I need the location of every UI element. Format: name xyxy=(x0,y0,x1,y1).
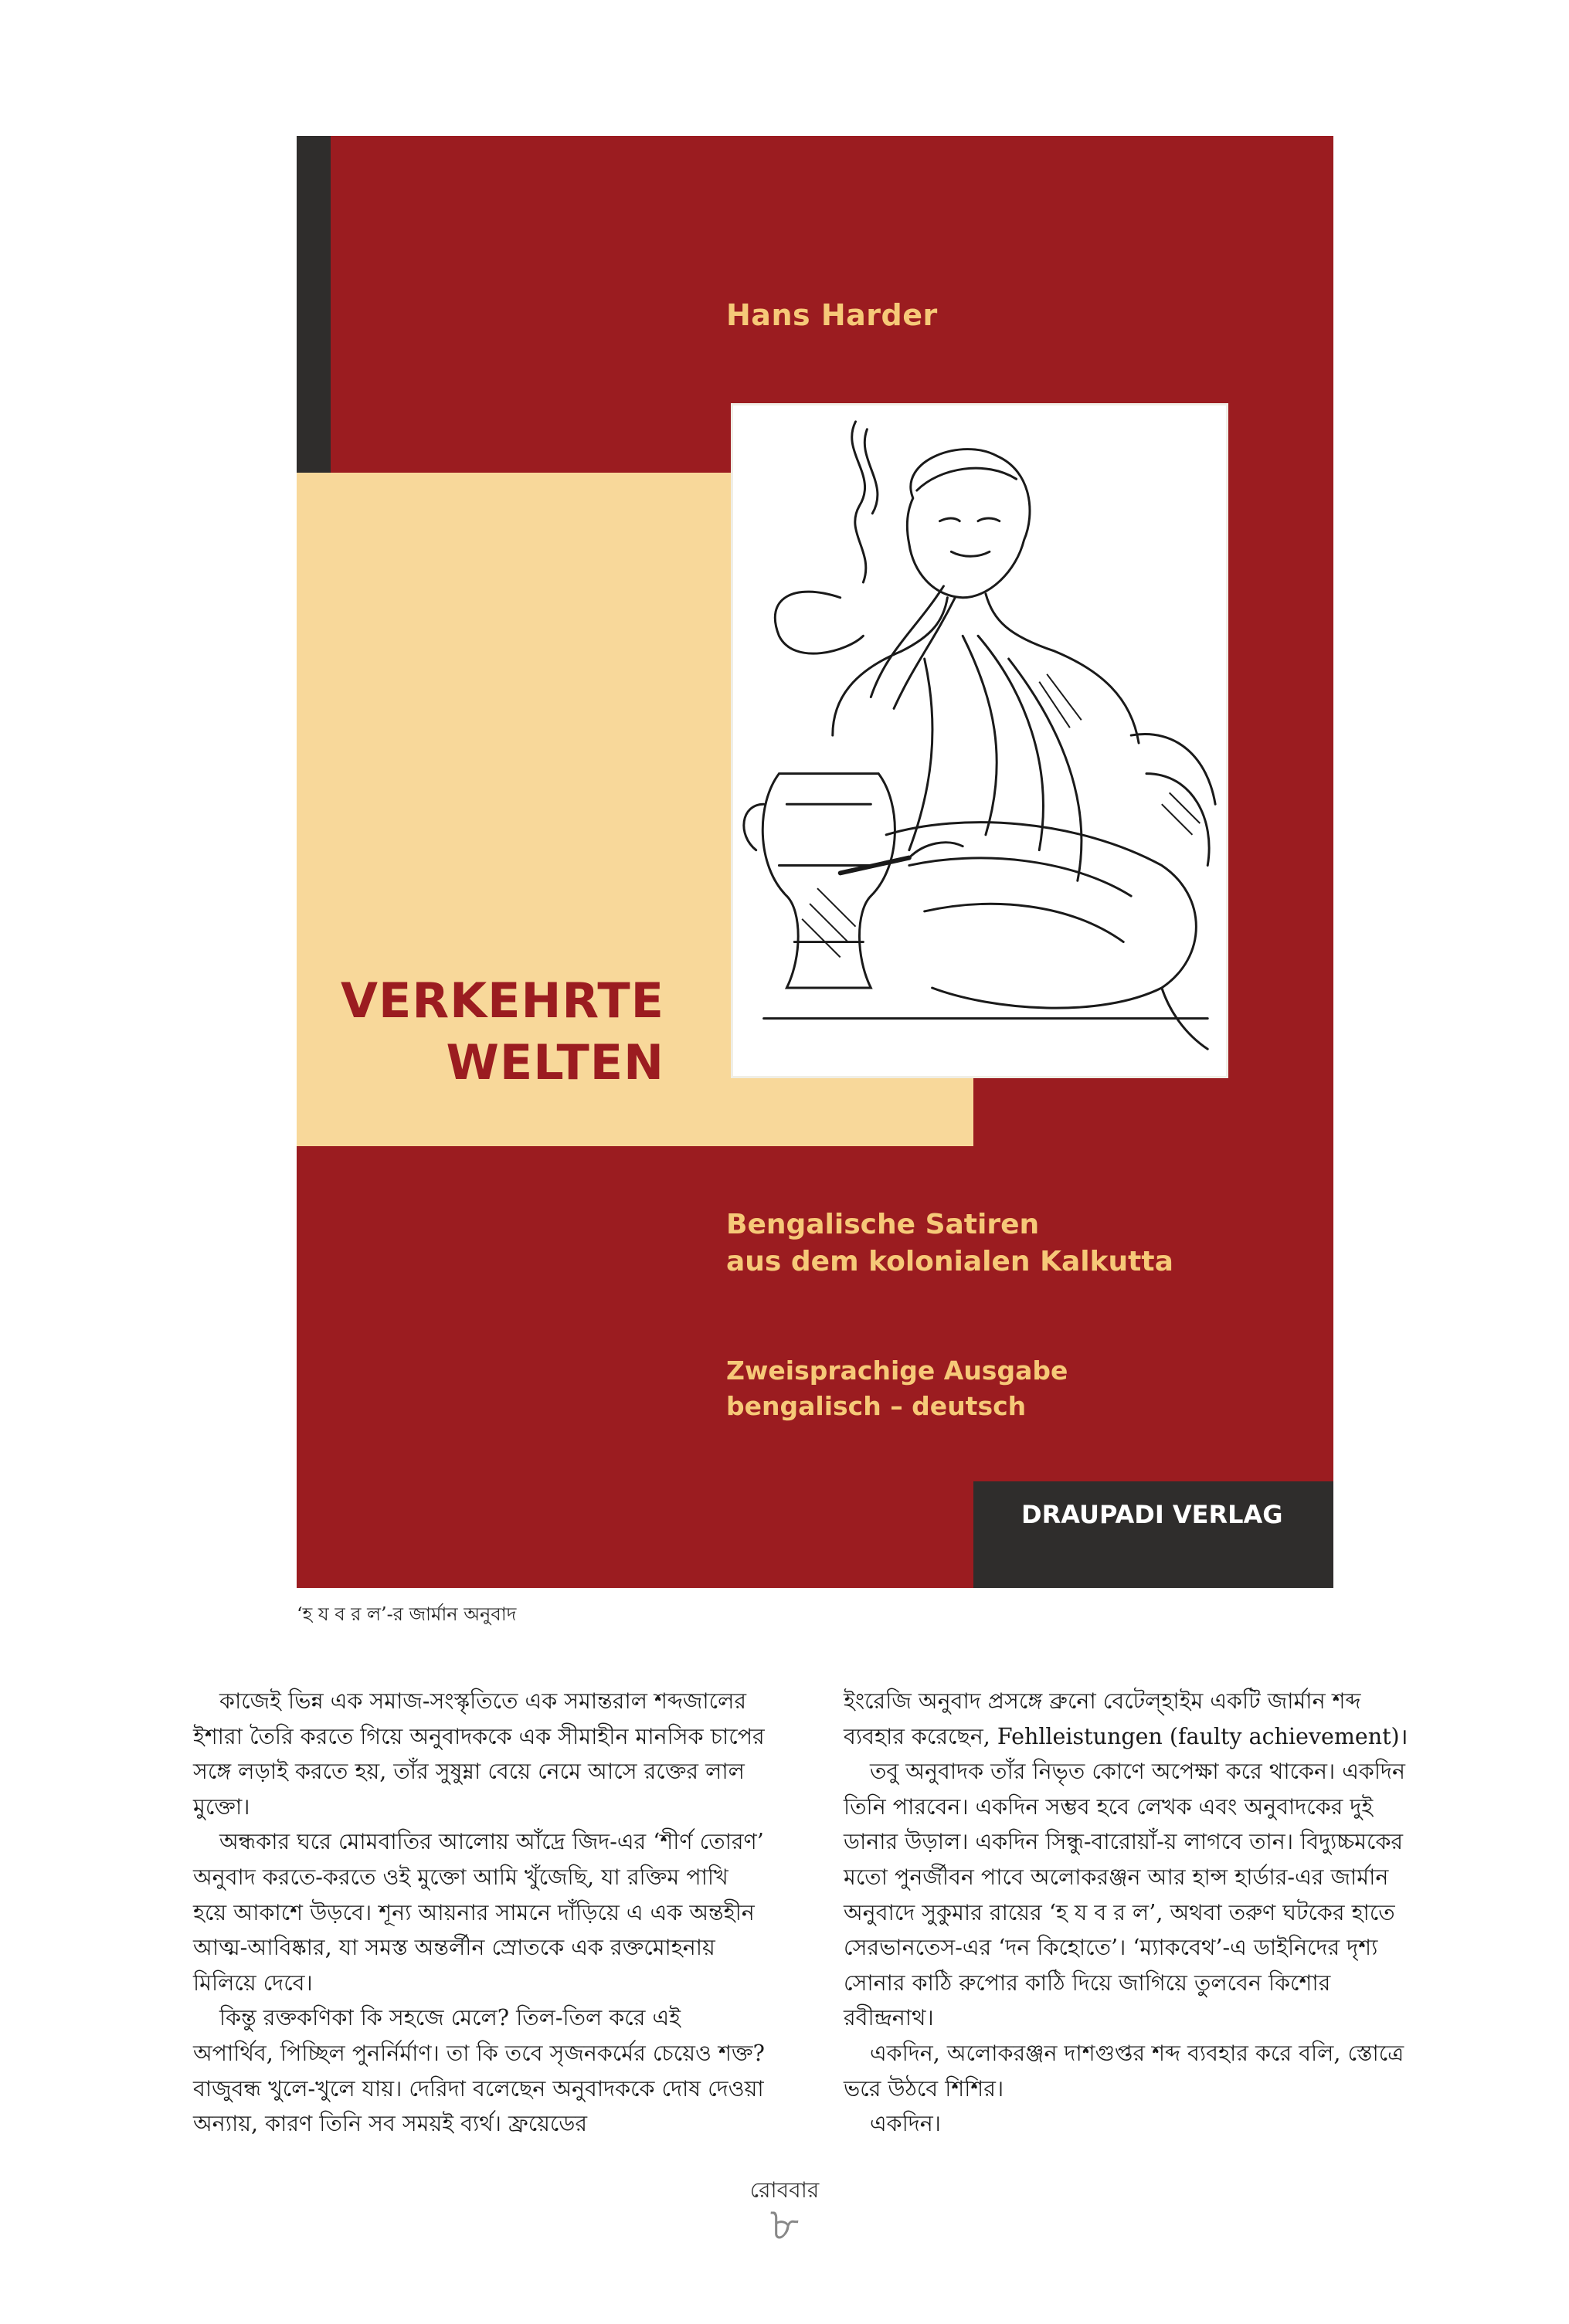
cover-publisher: DRAUPADI VERLAG xyxy=(1021,1500,1283,1529)
article-left-column xyxy=(193,1684,766,2142)
cover-title-line2: WELTEN xyxy=(446,1034,664,1091)
cover-title xyxy=(341,970,664,1094)
article-right-column xyxy=(844,1684,1417,2142)
paragraph: ইংরেজি অনুবাদ প্রসঙ্গে ব্রুনো বেটেল্‌হাইম একটি জার্মান শব্দ ব্যবহার করেছেন, Fehlleistungen (faulty achievement)। xyxy=(844,1688,1408,1749)
cover-edition-line1: Zweisprachige Ausgabe xyxy=(726,1355,1068,1386)
cover-illustration xyxy=(731,403,1228,1078)
paragraph: একদিন। xyxy=(870,2111,941,2137)
paragraph: কাজেই ভিন্ন এক সমাজ-সংস্কৃতিতে এক সমান্তরাল শব্দজালের ইশারা তৈরি করতে গিয়ে অনুবাদককে এক সীমাহীন মানসিক চাপের সঙ্গে লড়াই করতে হয়, তাঁর সুষুম্না বেয়ে নেমে আসে রক্তের লাল মুক্তো। xyxy=(193,1688,765,1820)
cover-publisher-box xyxy=(973,1481,1333,1588)
footer-day-label: রোববার xyxy=(749,2177,820,2203)
cover-author: Hans Harder xyxy=(726,298,938,332)
paragraph: একদিন, অলোকরঞ্জন দাশগুপ্তর শব্দ ব্যবহার করে বলি, স্তোত্রে ভরে উঠবে শিশির। xyxy=(844,2040,1404,2102)
cover-edition-line2: bengalisch – deutsch xyxy=(726,1391,1027,1421)
cover-subtitle-line1: Bengalische Satiren xyxy=(726,1209,1040,1240)
paragraph: কিন্তু রক্তকণিকা কি সহজে মেলে? তিল-তিল করে এই অপার্থিব, পিচ্ছিল পুনর্নির্মাণ। তা কি তবে সৃজনকর্মের চেয়েও শক্ত? বাজুবন্ধ খুলে-খুলে যায়। দেরিদা বলেছেন অনুবাদককে দোষ দেওয়া অন্যায়, কারণ তিনি সব সময়ই ব্যর্থ। ফ্রয়েডের xyxy=(193,2005,765,2137)
woman-smoking-sketch-icon xyxy=(733,405,1226,1076)
book-cover xyxy=(297,136,1333,1588)
page-number: ৮ xyxy=(769,2198,800,2251)
cover-title-line1: VERKEHRTE xyxy=(341,972,664,1029)
cover-subtitle-line2: aus dem kolonialen Kalkutta xyxy=(726,1246,1173,1277)
paragraph: অন্ধকার ঘরে মোমবাতির আলোয় আঁদ্রে জিদ-এর ‘শীর্ণ তোরণ’ অনুবাদ করতে-করতে ওই মুক্তো আমি খুঁজেছি, যা রক্তিম পাখি হয়ে আকাশে উড়বে। শূন্য আয়নার সামনে দাঁড়িয়ে এ এক অন্তহীন আত্ম-আবিষ্কার, যা সমস্ত অন্তর্লীন স্রোতকে এক রক্তমোহনায় মিলিয়ে দেবে। xyxy=(193,1829,764,1996)
cover-spine-band xyxy=(297,136,331,473)
cover-subtitle xyxy=(726,1206,1173,1281)
image-caption: ‘হ য ব র ল’-র জার্মান অনুবাদ xyxy=(297,1603,517,1625)
cover-edition xyxy=(726,1353,1068,1424)
paragraph: তবু অনুবাদক তাঁর নিভৃত কোণে অপেক্ষা করে থাকেন। একদিন তিনি পারবেন। একদিন সম্ভব হবে লেখক এবং অনুবাদকের দুই ডানার উড়াল। একদিন সিন্ধু-বারোয়াঁ-য় লাগবে তান। বিদ্যুচ্চমকের মতো পুনর্জীবন পাবে অলোকরঞ্জন আর হান্স হার্ডার-এর জার্মান অনুবাদে সুকুমার রায়ের ‘হ য ব র ল’, অথবা তরুণ ঘটকের হাতে সেরভানতেস-এর ‘দন কিহোতে’। ‘ম্যাকবেথ’-এ ডাইনিদের দৃশ্য সোনার কাঠি রুপোর কাঠি দিয়ে জাগিয়ে তুলবেন কিশোর রবীন্দ্রনাথ। xyxy=(844,1759,1405,2031)
